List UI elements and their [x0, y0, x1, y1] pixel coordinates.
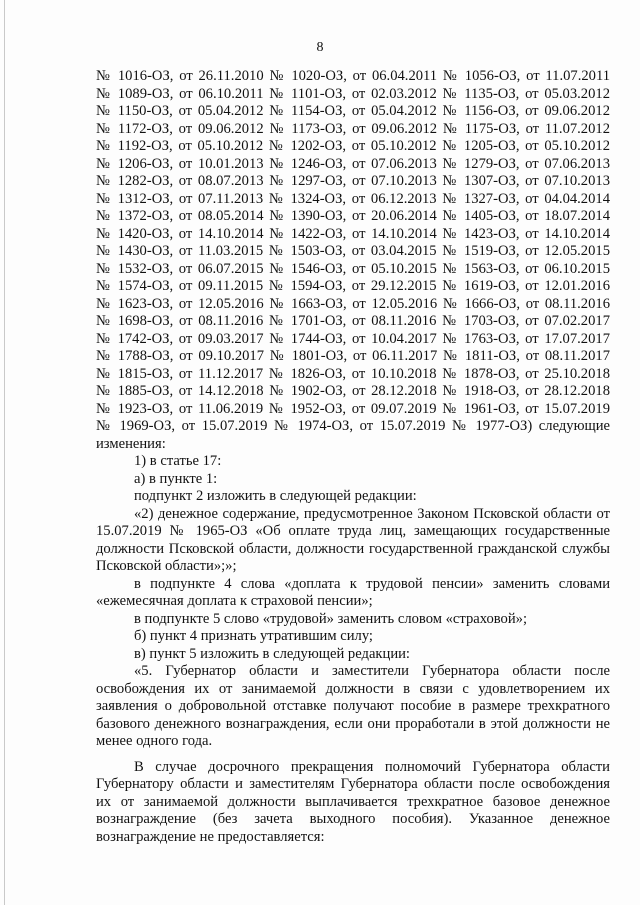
subpoint-2-intro: подпункт 2 изложить в следующей редакции:	[134, 488, 417, 504]
list-line: № 1574-ОЗ, от 09.11.2015 № 1594-ОЗ, от 29.12.2015 № 1619-ОЗ, от 12.01.2016	[96, 278, 610, 294]
list-line: № 1623-ОЗ, от 12.05.2016 № 1663-ОЗ, от 12.05.2016 № 1666-ОЗ, от 08.11.2016	[96, 295, 610, 312]
list-line: № 1885-ОЗ, от 14.12.2018 № 1902-ОЗ, от 28.12.2018 № 1918-ОЗ, от 28.12.2018	[96, 383, 610, 399]
list-line: № 1923-ОЗ, от 11.06.2019 № 1952-ОЗ, от 09.07.2019 № 1961-ОЗ, от 15.07.2019	[96, 400, 610, 417]
list-line: № 1016-ОЗ, от 26.11.2010 № 1020-ОЗ, от 06.04.2011 № 1056-ОЗ, от 11.07.2011	[96, 68, 610, 84]
amendment-list	[96, 68, 610, 453]
list-line: № 1698-ОЗ, от 08.11.2016 № 1701-ОЗ, от 08.11.2016 № 1703-ОЗ, от 07.02.2017	[96, 313, 610, 329]
subitem-b-point-4: б) пункт 4 признать утратившим силу;	[134, 628, 373, 644]
list-line: № 1969-ОЗ, от 15.07.2019 № 1974-ОЗ, от 15.07.2019 № 1977-ОЗ) следующие	[96, 418, 610, 434]
list-line: № 1089-ОЗ, от 06.10.2011 № 1101-ОЗ, от 02.03.2012 № 1135-ОЗ, от 05.03.2012	[96, 85, 610, 102]
document-body	[96, 68, 610, 846]
subitem-a-point-1: а) в пункте 1:	[134, 470, 218, 487]
list-line: № 1206-ОЗ, от 10.01.2013 № 1246-ОЗ, от 07.06.2013 № 1279-ОЗ, от 07.06.2013	[96, 155, 610, 172]
scan-edge-line	[4, 0, 5, 905]
list-line: № 1430-ОЗ, от 11.03.2015 № 1503-ОЗ, от 03.04.2015 № 1519-ОЗ, от 12.05.2015	[96, 243, 610, 259]
subpoint-5-change: в подпункте 5 слово «трудовой» заменить словом «страховой»;	[134, 610, 528, 627]
list-line: № 1532-ОЗ, от 06.07.2015 № 1546-ОЗ, от 05.10.2015 № 1563-ОЗ, от 06.10.2015	[96, 260, 610, 277]
subitem-v-point-5: в) пункт 5 изложить в следующей редакции:	[134, 645, 410, 662]
list-line: № 1172-ОЗ, от 09.06.2012 № 1173-ОЗ, от 09.06.2012 № 1175-ОЗ, от 11.07.2012	[96, 120, 610, 137]
subpoint-2-quote: «2) денежное содержание, предусмотренное Законом Псковской области от 15.07.2019 № 1965-ОЗ «Об оплате труда лиц, замещающих государственные должности Псковской области, должности государственной гражданской службы Псковской области»;»;	[96, 505, 610, 574]
list-line: № 1420-ОЗ, от 14.10.2014 № 1422-ОЗ, от 14.10.2014 № 1423-ОЗ, от 14.10.2014	[96, 225, 610, 242]
list-line: № 1742-ОЗ, от 09.03.2017 № 1744-ОЗ, от 10.04.2017 № 1763-ОЗ, от 17.07.2017	[96, 330, 610, 347]
list-line: № 1788-ОЗ, от 09.10.2017 № 1801-ОЗ, от 06.11.2017 № 1811-ОЗ, от 08.11.2017	[96, 348, 610, 364]
point-5-quote: «5. Губернатор области и заместители Губернатора области после освобождения их от занимаемой должности в связи с удовлетворением их заявления о добровольной отставке получают пособие в размере трехкратного базового денежного вознаграждения, если они проработали в этой должности не менее одного года.	[96, 663, 610, 749]
list-line: № 1815-ОЗ, от 11.12.2017 № 1826-ОЗ, от 10.10.2018 № 1878-ОЗ, от 25.10.2018	[96, 365, 610, 382]
list-line: № 1372-ОЗ, от 08.05.2014 № 1390-ОЗ, от 20.06.2014 № 1405-ОЗ, от 18.07.2014	[96, 208, 610, 224]
list-line: № 1312-ОЗ, от 07.11.2013 № 1324-ОЗ, от 06.12.2013 № 1327-ОЗ, от 04.04.2014	[96, 190, 610, 207]
list-line: № 1192-ОЗ, от 05.10.2012 № 1202-ОЗ, от 05.10.2012 № 1205-ОЗ, от 05.10.2012	[96, 138, 610, 154]
list-tail: изменения:	[96, 435, 166, 452]
list-line: № 1150-ОЗ, от 05.04.2012 № 1154-ОЗ, от 05.04.2012 № 1156-ОЗ, от 09.06.2012	[96, 103, 610, 119]
article-17-item: 1) в статье 17:	[134, 453, 222, 469]
page-number: 8	[316, 40, 324, 55]
subpoint-4-change: в подпункте 4 слова «доплата к трудовой пенсии» заменить словами «ежемесячная доплата к страховой пенсии»;	[96, 575, 610, 609]
early-termination-paragraph: В случае досрочного прекращения полномочий Губернатора области Губернатору области и заместителям Губернатора области после освобождения их от занимаемой должности выплачивается трехкратное базовое денежное вознаграждение (без зачета выходного пособия). Указанное денежное вознаграждение не предоставляется:	[96, 758, 610, 845]
list-line: № 1282-ОЗ, от 08.07.2013 № 1297-ОЗ, от 07.10.2013 № 1307-ОЗ, от 07.10.2013	[96, 173, 610, 189]
